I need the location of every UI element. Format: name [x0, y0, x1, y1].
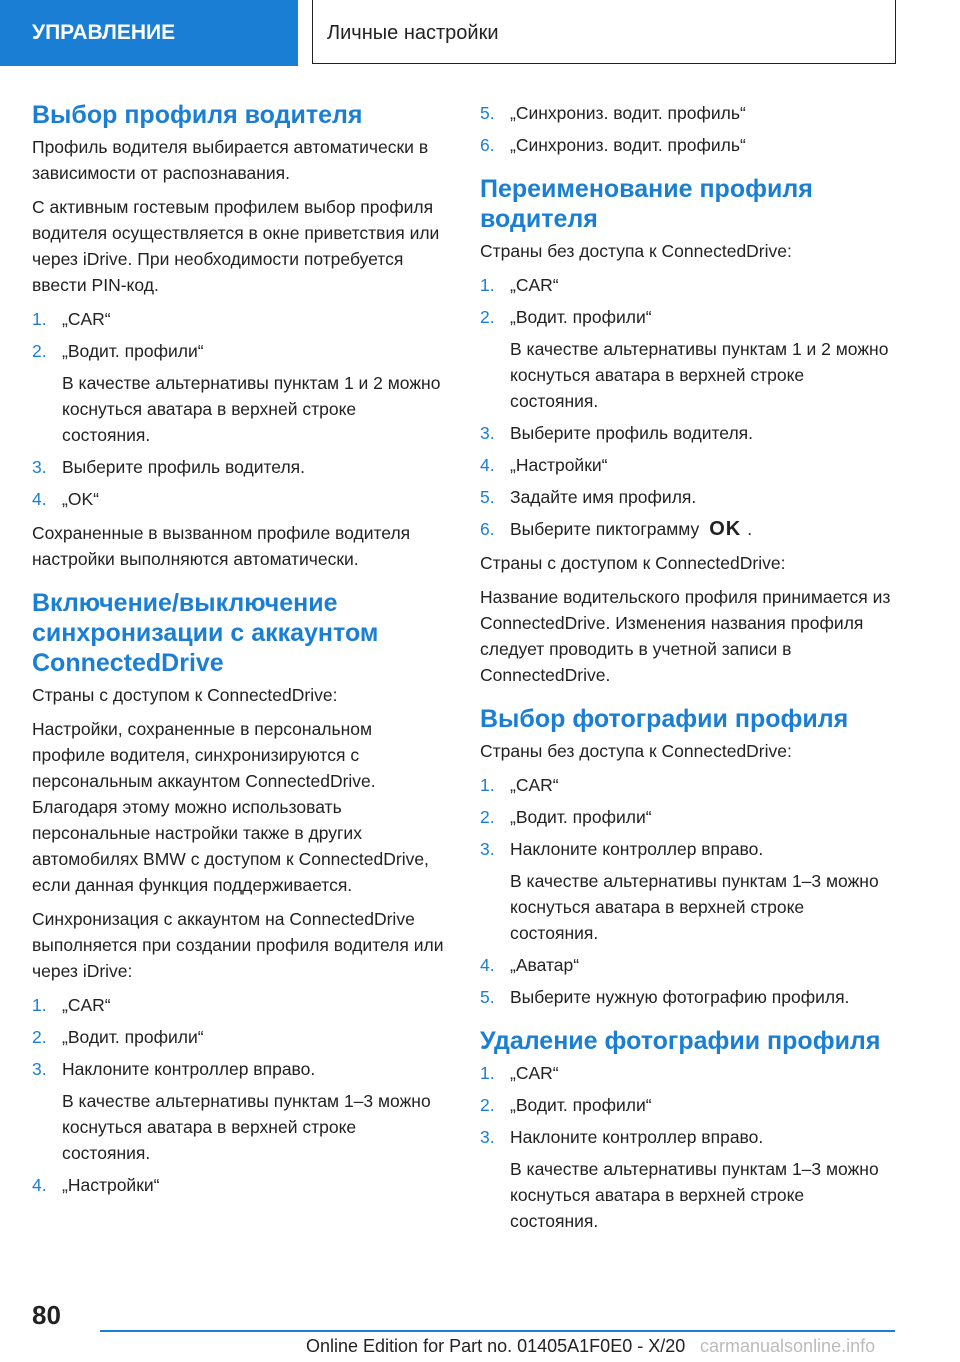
- step-text: „CAR“: [510, 275, 559, 295]
- step-number: 2.: [480, 307, 495, 327]
- step-list: [480, 772, 894, 1010]
- step-text: „CAR“: [62, 995, 111, 1015]
- list-item: [480, 272, 894, 298]
- section-sync-continued: [480, 100, 894, 158]
- list-item: [32, 1172, 446, 1198]
- step-number: 3.: [32, 457, 47, 477]
- paragraph: Сохраненные в вызванном профиле водителя настройки выполняются автоматически.: [32, 523, 411, 569]
- step-note: В качестве альтернативы пунктам 1–3 можно коснуться аватара в верхней строке состояния.: [62, 1091, 431, 1163]
- step-number: 2.: [32, 1027, 47, 1047]
- section-sync: [32, 588, 446, 1198]
- list-item: [480, 516, 894, 542]
- step-text: „CAR“: [510, 775, 559, 795]
- step-number: 1.: [32, 309, 47, 329]
- list-item: [480, 132, 894, 158]
- step-text: Наклоните контроллер вправо.: [62, 1059, 316, 1079]
- step-number: 1.: [480, 775, 495, 795]
- section-rename-profile: [480, 174, 894, 688]
- ok-icon: OK: [709, 518, 742, 540]
- list-item: [480, 1092, 894, 1118]
- step-text: „Синхрониз. водит. профиль“: [510, 103, 746, 123]
- paragraph: Название водительского профиля принимается из ConnectedDrive. Изменения названия профиля следует проводить в учетной записи в ConnectedDrive.: [480, 587, 891, 685]
- step-list: [32, 992, 446, 1198]
- step-list: [32, 306, 446, 512]
- list-item: [480, 304, 894, 414]
- paragraph: Страны без доступа к ConnectedDrive:: [480, 241, 792, 261]
- list-item: [32, 992, 446, 1018]
- page-number: 80: [32, 1300, 61, 1330]
- list-item: [32, 1024, 446, 1050]
- list-item: [480, 952, 894, 978]
- step-text: Задайте имя профиля.: [510, 487, 697, 507]
- step-text: „Водит. профили“: [510, 307, 652, 327]
- step-text: Наклоните контроллер вправо.: [510, 839, 764, 859]
- step-text: „Настройки“: [62, 1175, 160, 1195]
- list-item: [480, 984, 894, 1010]
- step-number: 4.: [32, 1175, 47, 1195]
- list-item: [480, 420, 894, 446]
- step-number: 5.: [480, 487, 495, 507]
- step-number: 3.: [480, 1127, 495, 1147]
- step-number: 3.: [480, 423, 495, 443]
- section-title: Выбор профиля водителя: [32, 101, 363, 129]
- step-note: В качестве альтернативы пунктам 1 и 2 можно коснуться аватара в верхней строке состояния.: [510, 339, 889, 411]
- list-item: [32, 454, 446, 480]
- edition-text: Online Edition for Part no. 01405A1F0E0 - X/20: [306, 1336, 686, 1356]
- step-number: 6.: [480, 519, 495, 539]
- list-item: [480, 804, 894, 830]
- step-text: „Водит. профили“: [510, 807, 652, 827]
- step-text: Наклоните контроллер вправо.: [510, 1127, 764, 1147]
- step-note: В качестве альтернативы пунктам 1–3 можно коснуться аватара в верхней строке состояния.: [510, 871, 879, 943]
- step-number: 3.: [480, 839, 495, 859]
- step-text: „CAR“: [62, 309, 111, 329]
- step-number: 2.: [32, 341, 47, 361]
- list-item: [32, 1056, 446, 1166]
- section-title: Выбор фотографии профиля: [480, 705, 849, 733]
- step-text: „Водит. профили“: [510, 1095, 652, 1115]
- paragraph: С активным гостевым профилем выбор профиля водителя осуществляется в окне приветствия или через iDrive. При необходимости потребуется ввести PIN-код.: [32, 197, 440, 295]
- section-title: Переименование профиля водителя: [480, 175, 813, 233]
- page-header: [0, 0, 960, 66]
- section-title: Включение/выключение синхронизации с аккаунтом ConnectedDrive: [32, 589, 379, 677]
- paragraph: Страны с доступом к ConnectedDrive:: [32, 685, 338, 705]
- step-text: „Водит. профили“: [62, 341, 204, 361]
- list-item: [480, 100, 894, 126]
- list-item: [32, 306, 446, 332]
- step-text: „Настройки“: [510, 455, 608, 475]
- paragraph: Страны с доступом к ConnectedDrive:: [480, 553, 786, 573]
- list-item: [480, 1060, 894, 1086]
- footer-divider: [100, 1330, 895, 1332]
- step-text: Выберите профиль водителя.: [62, 457, 305, 477]
- section-tab: УПРАВЛЕНИЕ: [0, 0, 298, 66]
- list-item: [480, 1124, 894, 1234]
- step-list: [480, 1060, 894, 1234]
- step-number: 2.: [480, 807, 495, 827]
- paragraph: Синхронизация с аккаунтом на ConnectedDrive выполняется при создании профиля водителя или через iDrive:: [32, 909, 444, 981]
- step-text: Выберите пиктограмму: [510, 519, 700, 539]
- step-text: Выберите нужную фотографию профиля.: [510, 987, 850, 1007]
- paragraph: Настройки, сохраненные в персональном профиле водителя, синхронизируются с персональным аккаунтом ConnectedDrive. Благодаря этому можно использовать персональные настройки также в других автомобилях BMW с доступом к ConnectedDrive, если данная функция поддерживается.: [32, 719, 429, 895]
- list-item: [480, 452, 894, 478]
- section-driver-profile: [32, 100, 446, 572]
- step-note: В качестве альтернативы пунктам 1–3 можно коснуться аватара в верхней строке состояния.: [510, 1159, 879, 1231]
- step-note: В качестве альтернативы пунктам 1 и 2 можно коснуться аватара в верхней строке состояния.: [62, 373, 441, 445]
- watermark: carmanualsonline.info: [700, 1336, 876, 1356]
- step-number: 4.: [480, 455, 495, 475]
- step-number: 4.: [32, 489, 47, 509]
- right-column: [480, 100, 894, 1250]
- step-number: 5.: [480, 103, 495, 123]
- list-item: [480, 772, 894, 798]
- section-title: Удаление фотографии профиля: [480, 1027, 881, 1055]
- list-item: [480, 836, 894, 946]
- step-text: „Водит. профили“: [62, 1027, 204, 1047]
- step-number: 3.: [32, 1059, 47, 1079]
- paragraph: Профиль водителя выбирается автоматически в зависимости от распознавания.: [32, 137, 429, 183]
- chapter-title: Личные настройки: [312, 0, 896, 64]
- step-number: 5.: [480, 987, 495, 1007]
- step-text: „Синхрониз. водит. профиль“: [510, 135, 746, 155]
- step-list: [480, 272, 894, 542]
- paragraph: Страны без доступа к ConnectedDrive:: [480, 741, 792, 761]
- step-number: 6.: [480, 135, 495, 155]
- list-item: [32, 338, 446, 448]
- left-column: [32, 100, 446, 1214]
- step-text: Выберите профиль водителя.: [510, 423, 753, 443]
- section-delete-photo: [480, 1026, 894, 1234]
- step-list: [480, 100, 894, 158]
- list-item: [480, 484, 894, 510]
- step-number: 1.: [480, 275, 495, 295]
- step-number: 2.: [480, 1095, 495, 1115]
- step-text: „Аватар“: [510, 955, 580, 975]
- list-item: [32, 486, 446, 512]
- step-text: „CAR“: [510, 1063, 559, 1083]
- step-text: „OK“: [62, 489, 99, 509]
- section-select-photo: [480, 704, 894, 1010]
- step-number: 1.: [32, 995, 47, 1015]
- step-number: 1.: [480, 1063, 495, 1083]
- step-text-end: .: [747, 519, 753, 539]
- step-number: 4.: [480, 955, 495, 975]
